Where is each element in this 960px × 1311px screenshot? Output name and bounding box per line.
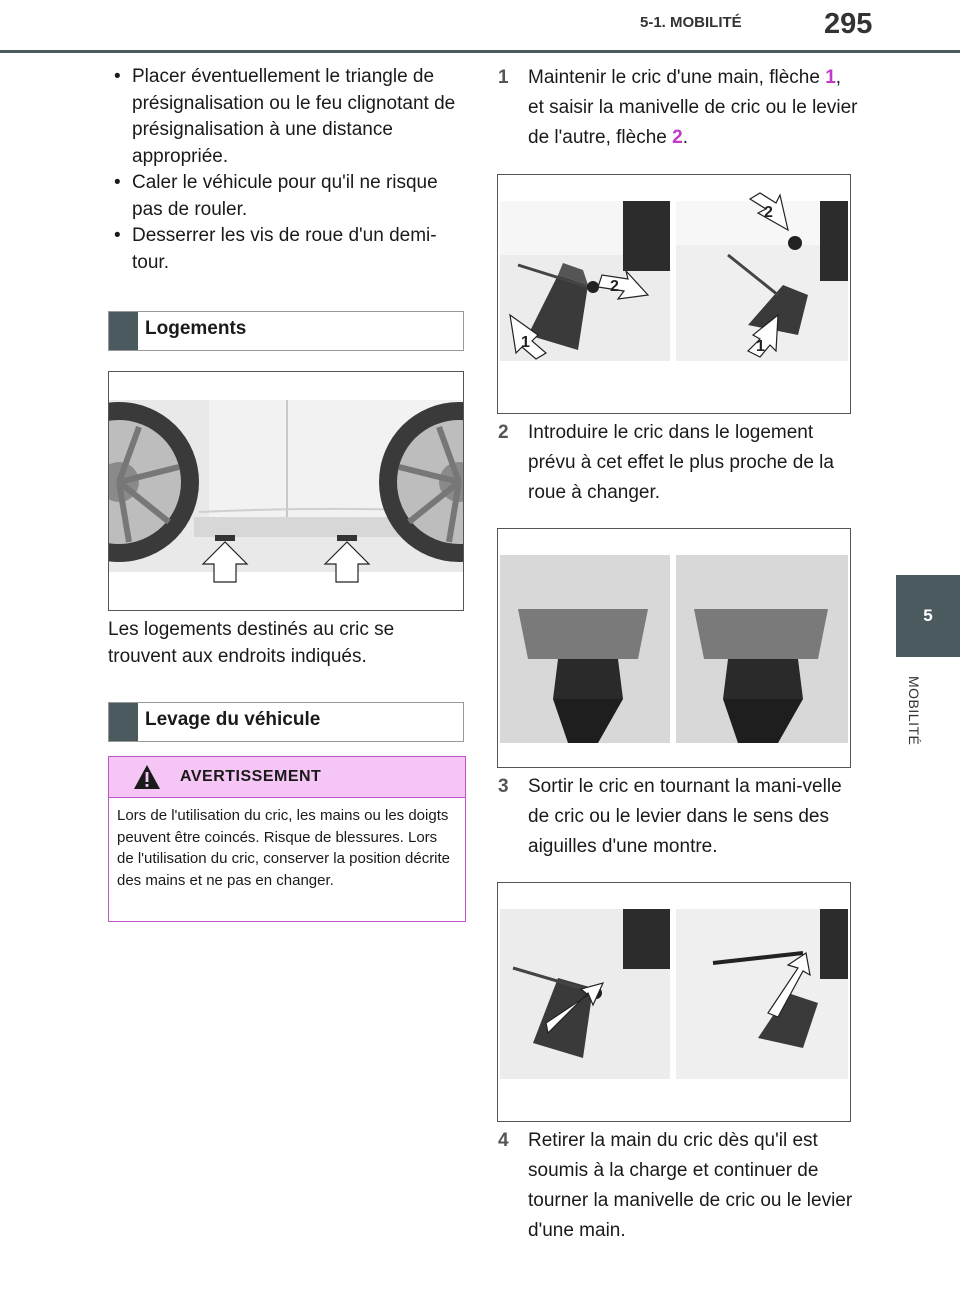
callout-label: 1 [521, 334, 530, 351]
step-3 [498, 772, 858, 862]
chapter-number: 5 [923, 606, 933, 625]
chapter-label: MOBILITÉ [906, 676, 922, 746]
list-item: • Caler le véhicule pour qu'il ne risque pas de rouler. [108, 170, 468, 223]
page-number: 295 [824, 8, 873, 40]
warning-text: Lors de l'utilisation du cric, les mains ou les doigts peuvent être coincés. Risque de blessures. Lors de l'utilisation du cric, conserver la position décrite des mains et ne pas en changer. [117, 807, 451, 889]
jack-crank-illustration [498, 883, 850, 1121]
jack-hold-figure [497, 174, 851, 414]
jack-insert-figure [497, 528, 851, 768]
list-item: • Desserrer les vis de roue d'un demi-tour. [108, 223, 468, 276]
arrow-ref-2: 2 [672, 127, 683, 148]
list-item: • Placer éventuellement le triangle de présignalisation ou le feu clignotant de présignalisation à une distance appropriée. [108, 64, 468, 170]
section-heading: Levage du véhicule [145, 709, 321, 730]
section-bar [109, 703, 138, 741]
jack-insert-illustration [498, 529, 850, 767]
callout-label: 2 [764, 204, 773, 221]
jack-hold-illustration [498, 175, 850, 413]
callout-label: 1 [756, 338, 765, 355]
warning-box [108, 756, 466, 922]
step-number: 4 [498, 1130, 509, 1151]
step-text: Retirer la main du cric dès qu'il est soumis à la charge et continuer de tourner la manivelle de cric ou le levier d'une main. [528, 1130, 853, 1241]
step-number: 3 [498, 776, 509, 797]
step-2 [498, 418, 858, 508]
step-text: Sortir le cric en tournant la mani-velle de cric ou le levier dans le sens des aiguilles d'une montre. [528, 776, 842, 857]
logements-caption: Les logements destinés au cric se trouvent aux endroits indiqués. [108, 619, 395, 667]
section-header-levage [108, 702, 464, 742]
step-4 [498, 1126, 858, 1246]
preparation-list [108, 64, 468, 276]
step-1 [498, 63, 858, 153]
chapter-tab [896, 575, 960, 657]
step-number: 1 [498, 67, 509, 88]
step-number: 2 [498, 422, 509, 443]
warning-triangle-icon [132, 763, 162, 791]
jack-points-figure [108, 371, 464, 611]
jack-crank-figure [497, 882, 851, 1122]
car-side-illustration [109, 372, 463, 610]
section-bar [109, 312, 138, 350]
callout-label: 2 [610, 278, 619, 295]
warning-title: AVERTISSEMENT [180, 768, 322, 785]
step-text: Introduire le cric dans le logement prévu à cet effet le plus proche de la roue à changer. [528, 422, 834, 503]
section-header-logements [108, 311, 464, 351]
arrow-ref-1: 1 [825, 67, 836, 88]
header-rule [0, 50, 960, 53]
section-title: 5-1. MOBILITÉ [640, 14, 742, 31]
warning-header [109, 757, 465, 798]
chapter-label-container [902, 676, 922, 786]
step-text: Maintenir le cric d'une main, flèche 1, et saisir la manivelle de cric ou le levier de l'autre, flèche 2. [528, 67, 858, 148]
section-heading: Logements [145, 318, 247, 339]
